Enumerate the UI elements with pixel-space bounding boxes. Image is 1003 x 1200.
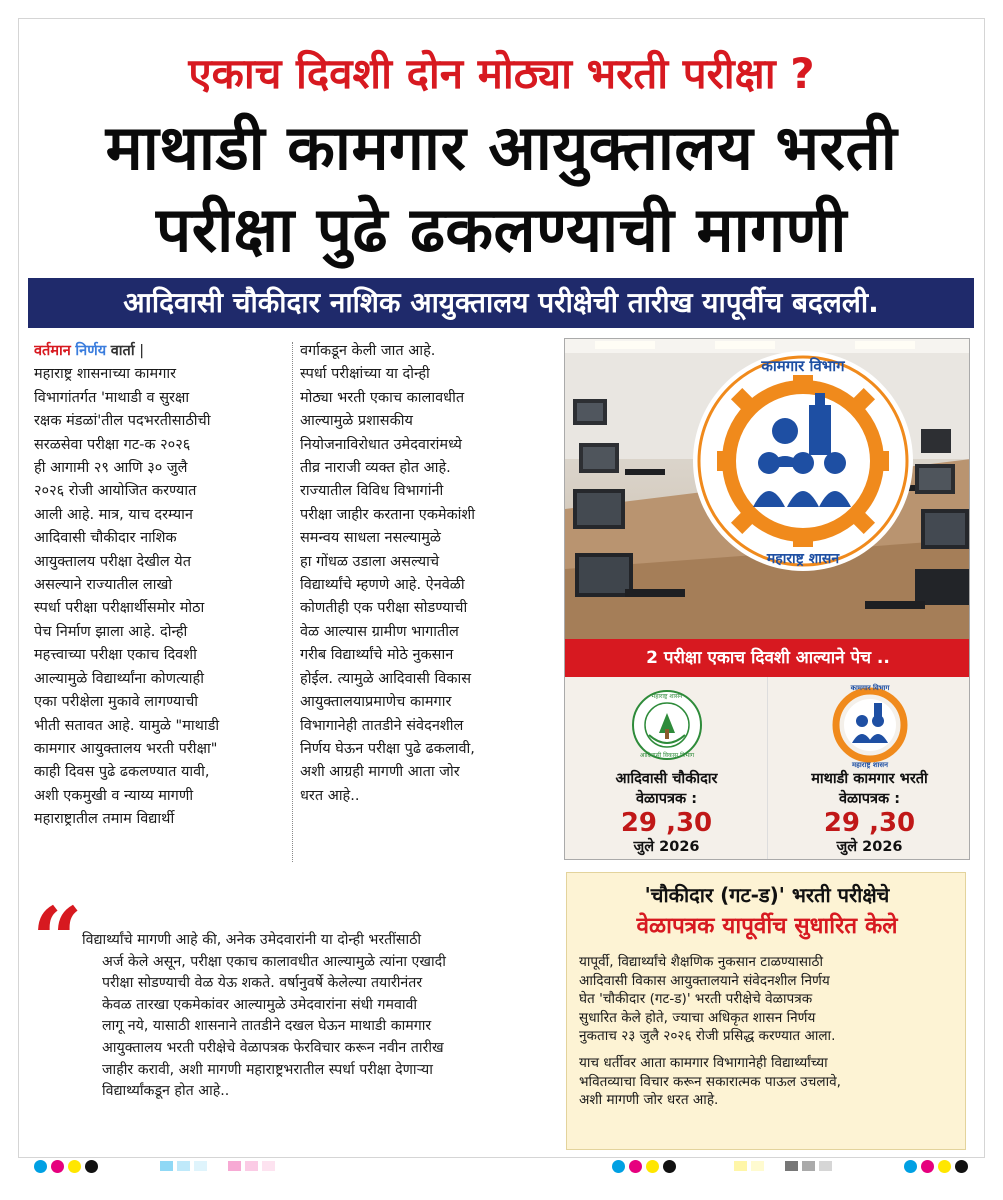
sidebar-line: अशी मागणी जोर धरत आहे.	[579, 1092, 719, 1109]
body-line: निर्णय घेऊन परीक्षा पुढे ढकलावी,	[300, 740, 475, 757]
print-registration-marks-middle	[612, 1158, 676, 1174]
sidebar-title-line-1: 'चौकीदार (गट-ड)' भरती परीक्षेचे	[644, 883, 890, 907]
body-line: विभागांतर्गत 'माथाडी व सुरक्षा	[34, 389, 190, 406]
schedule-name: माथाडी कामगार भरती	[811, 771, 928, 787]
body-line: आयुक्तालय परीक्षा देखील येत	[34, 553, 191, 570]
body-line: धरत आहे..	[300, 787, 360, 804]
body-line: आयुक्तालयाप्रमाणेच कामगार	[300, 694, 452, 711]
sidebar-box	[566, 872, 966, 1150]
schedule-month: जुले 2026	[633, 839, 700, 855]
kicker-headline: एकाच दिवशी दोन मोठ्या भरती परीक्षा ?	[188, 49, 815, 98]
quote-line: आयुक्तालय भरती परीक्षेचे वेळापत्रक फेरविचार करून नवीन तारीख	[102, 1039, 444, 1056]
byline	[34, 340, 284, 363]
body-line: समन्वय साधला नसल्यामुळे	[300, 530, 441, 547]
print-registration-marks-right	[904, 1158, 968, 1174]
body-line: मोठ्या भरती एकाच कालावधीत	[300, 389, 465, 406]
body-line: महाराष्ट्रातील तमाम विद्यार्थी	[34, 811, 175, 828]
adivasi-vikas-emblem-icon	[631, 685, 703, 765]
sidebar-line: घेत 'चौकीदार (गट-ड)' भरती परीक्षेचे वेळापत्रक	[579, 991, 813, 1008]
body-line: नियोजनाविरोधात उमेदवारांमध्ये	[300, 436, 462, 453]
body-line: आदिवासी चौकीदार नाशिक	[34, 530, 177, 547]
byline-part-3: वार्ता	[110, 343, 135, 359]
kamgar-vibhag-small-emblem-icon	[828, 681, 912, 769]
body-line: राज्यातील विविध विभागांनी	[300, 483, 444, 500]
body-line: कोणतीही एक परीक्षा सोडण्याची	[300, 600, 468, 617]
emblem-top-text: कामगार विभाग	[850, 684, 890, 692]
body-line: होईल. त्यामुळे आदिवासी विकास	[300, 670, 472, 687]
body-line: महत्त्वाच्या परीक्षा एकाच दिवशी	[34, 647, 197, 664]
body-line: ही आगामी २९ आणि ३० जुलै	[34, 460, 188, 477]
sidebar-line: याच धर्तीवर आता कामगार विभागानेही विद्यार्थ्यांच्या	[579, 1054, 828, 1071]
sidebar-line: भवितव्याचा विचार करून सकारात्मक पाऊल उचलावे,	[579, 1073, 841, 1090]
body-line: हा गोंधळ उडाला असल्याचे	[300, 553, 440, 570]
conflict-band: 2 परीक्षा एकाच दिवशी आल्याने पेच ..	[565, 639, 970, 677]
byline-separator: |	[139, 343, 145, 359]
print-registration-marks-left	[34, 1158, 98, 1174]
kamgar-vibhag-emblem-icon	[689, 347, 917, 575]
quote-line: अर्ज केले असून, परीक्षा एकाच कालावधीत आल्यामुळे त्यांना एखादी	[102, 953, 446, 970]
body-line: भीती सतावत आहे. यामुळे "माथाडी	[34, 717, 220, 734]
print-color-swatches-2	[734, 1158, 832, 1174]
schedule-label: वेळापत्रक :	[635, 791, 698, 807]
body-line: काही दिवस पुढे ढकलण्यात यावी,	[34, 764, 210, 781]
body-line: अशी आग्रही मागणी आता जोर	[300, 764, 460, 781]
schedule-card-mathadi	[768, 677, 970, 860]
quote-line: विद्यार्थ्यांचे मागणी आहे की, अनेक उमेदवारांनी या दोन्ही भरतींसाठी	[82, 932, 422, 948]
quote-mark-icon: “	[32, 887, 83, 991]
emblem-bottom-text: महाराष्ट्र शासन	[766, 551, 840, 567]
quote-line: लागू नये, यासाठी शासनाने तातडीने दखल घेऊन माथाडी कामगार	[102, 1018, 432, 1035]
body-line: असल्याने राज्यातील लाखो	[34, 577, 173, 594]
body-line: गरीब विद्यार्थ्यांचे मोठे नुकसान	[300, 647, 454, 664]
sidebar-line: सुधारित केले होते, ज्याचा अधिकृत शासन निर्णय	[579, 1009, 816, 1026]
body-line: पेच निर्माण झाला आहे. दोन्ही	[34, 623, 188, 640]
sidebar-line: नुकताच २३ जुलै २०२६ रोजी प्रसिद्ध करण्यात आला.	[579, 1028, 836, 1045]
body-line: अशी एकमुखी व न्याय्य मागणी	[34, 787, 194, 804]
exam-hall-photo	[565, 339, 970, 639]
infographic-box	[564, 338, 970, 860]
pull-quote-text	[82, 930, 552, 1103]
quote-line: परीक्षा सोडण्याची वेळ येऊ शकते. वर्षानुवर्षे केलेल्या तयारीनंतर	[102, 975, 423, 992]
body-line: विभागानेही तातडीने संवेदनशील	[300, 717, 464, 734]
schedule-dates: 29 ,30	[823, 808, 916, 838]
quote-line: केवळ तारखा एकमेकांवर आल्यामुळे उमेदवारांना संधी गमवावी	[102, 996, 418, 1013]
body-line: एका परीक्षेला मुकावे लागण्याची	[34, 694, 199, 711]
body-line: स्पर्धा परीक्षा परीक्षार्थीसमोर मोठा	[34, 600, 205, 617]
main-headline-line-2: परीक्षा पुढे ढकलण्याची मागणी	[156, 193, 847, 266]
body-line: २०२६ रोजी आयोजित करण्यात	[34, 483, 197, 500]
sidebar-body	[579, 953, 959, 1110]
sidebar-line: यापूर्वी, विद्यार्थ्यांचे शैक्षणिक नुकसान टाळण्यासाठी	[579, 954, 823, 970]
body-line: आली आहे. मात्र, याच दरम्यान	[34, 506, 193, 523]
byline-part-1: वर्तमान	[34, 343, 71, 359]
emblem-bottom-text: महाराष्ट्र शासन	[851, 761, 889, 769]
body-line: स्पर्धा परीक्षांच्या या दोन्ही	[300, 366, 430, 383]
quote-line: विद्यार्थ्यांकडून होत आहे..	[102, 1083, 230, 1100]
body-line: आल्यामुळे प्रशासकीय	[300, 413, 413, 430]
body-line: तीव्र नाराजी व्यक्त होत आहे.	[300, 460, 451, 477]
emblem-top-text: कामगार विभाग	[761, 357, 845, 375]
schedule-dates: 29 ,30	[620, 808, 713, 838]
schedule-card-chowkidar	[565, 677, 768, 860]
body-line: रक्षक मंडळां'तील पदभरतीसाठीची	[34, 413, 211, 430]
subheadline-banner: आदिवासी चौकीदार नाशिक आयुक्तालय परीक्षेची तारीख यापूर्वीच बदलली.	[28, 278, 974, 328]
article-column-1	[34, 340, 284, 832]
column-divider	[292, 342, 293, 862]
schedule-name: आदिवासी चौकीदार	[615, 771, 718, 787]
print-color-swatches-1	[160, 1158, 275, 1174]
schedule-label: वेळापत्रक :	[838, 791, 901, 807]
byline-part-2: निर्णय	[75, 343, 107, 359]
sidebar-line: आदिवासी विकास आयुक्तालयाने संवेदनशील निर्णय	[579, 972, 830, 989]
body-line: विद्यार्थ्यांचे म्हणणे आहे. ऐनवेळी	[300, 577, 465, 594]
article-column-2	[300, 340, 555, 808]
body-line: महाराष्ट्र शासनाच्या कामगार	[34, 366, 177, 383]
pull-quote	[28, 887, 548, 1130]
body-line: वर्गाकडून केली जात आहे.	[300, 343, 436, 359]
body-line: वेळ आल्यास ग्रामीण भागातील	[300, 623, 459, 640]
body-line: आल्यामुळे विद्यार्थ्यांना कोणत्याही	[34, 670, 204, 687]
sidebar-title-line-2: वेळापत्रक यापूर्वीच सुधारित केले	[636, 913, 898, 939]
main-headline-line-1: माथाडी कामगार आयुक्तालय भरती	[105, 111, 898, 184]
emblem-bottom-text: आदिवासी विकास विभाग	[639, 752, 695, 759]
body-line: कामगार आयुक्तालय भरती परीक्षा"	[34, 740, 218, 757]
body-line: सरळसेवा परीक्षा गट-क २०२६	[34, 436, 191, 453]
schedule-month: जुले 2026	[836, 839, 903, 855]
quote-line: जाहीर करावी, अशी मागणी महाराष्ट्रभरातील स्पर्धा परीक्षा देणाऱ्या	[102, 1061, 433, 1078]
body-line: परीक्षा जाहीर करताना एकमेकांशी	[300, 506, 476, 523]
emblem-top-text: महाराष्ट्र शासन	[651, 693, 683, 700]
